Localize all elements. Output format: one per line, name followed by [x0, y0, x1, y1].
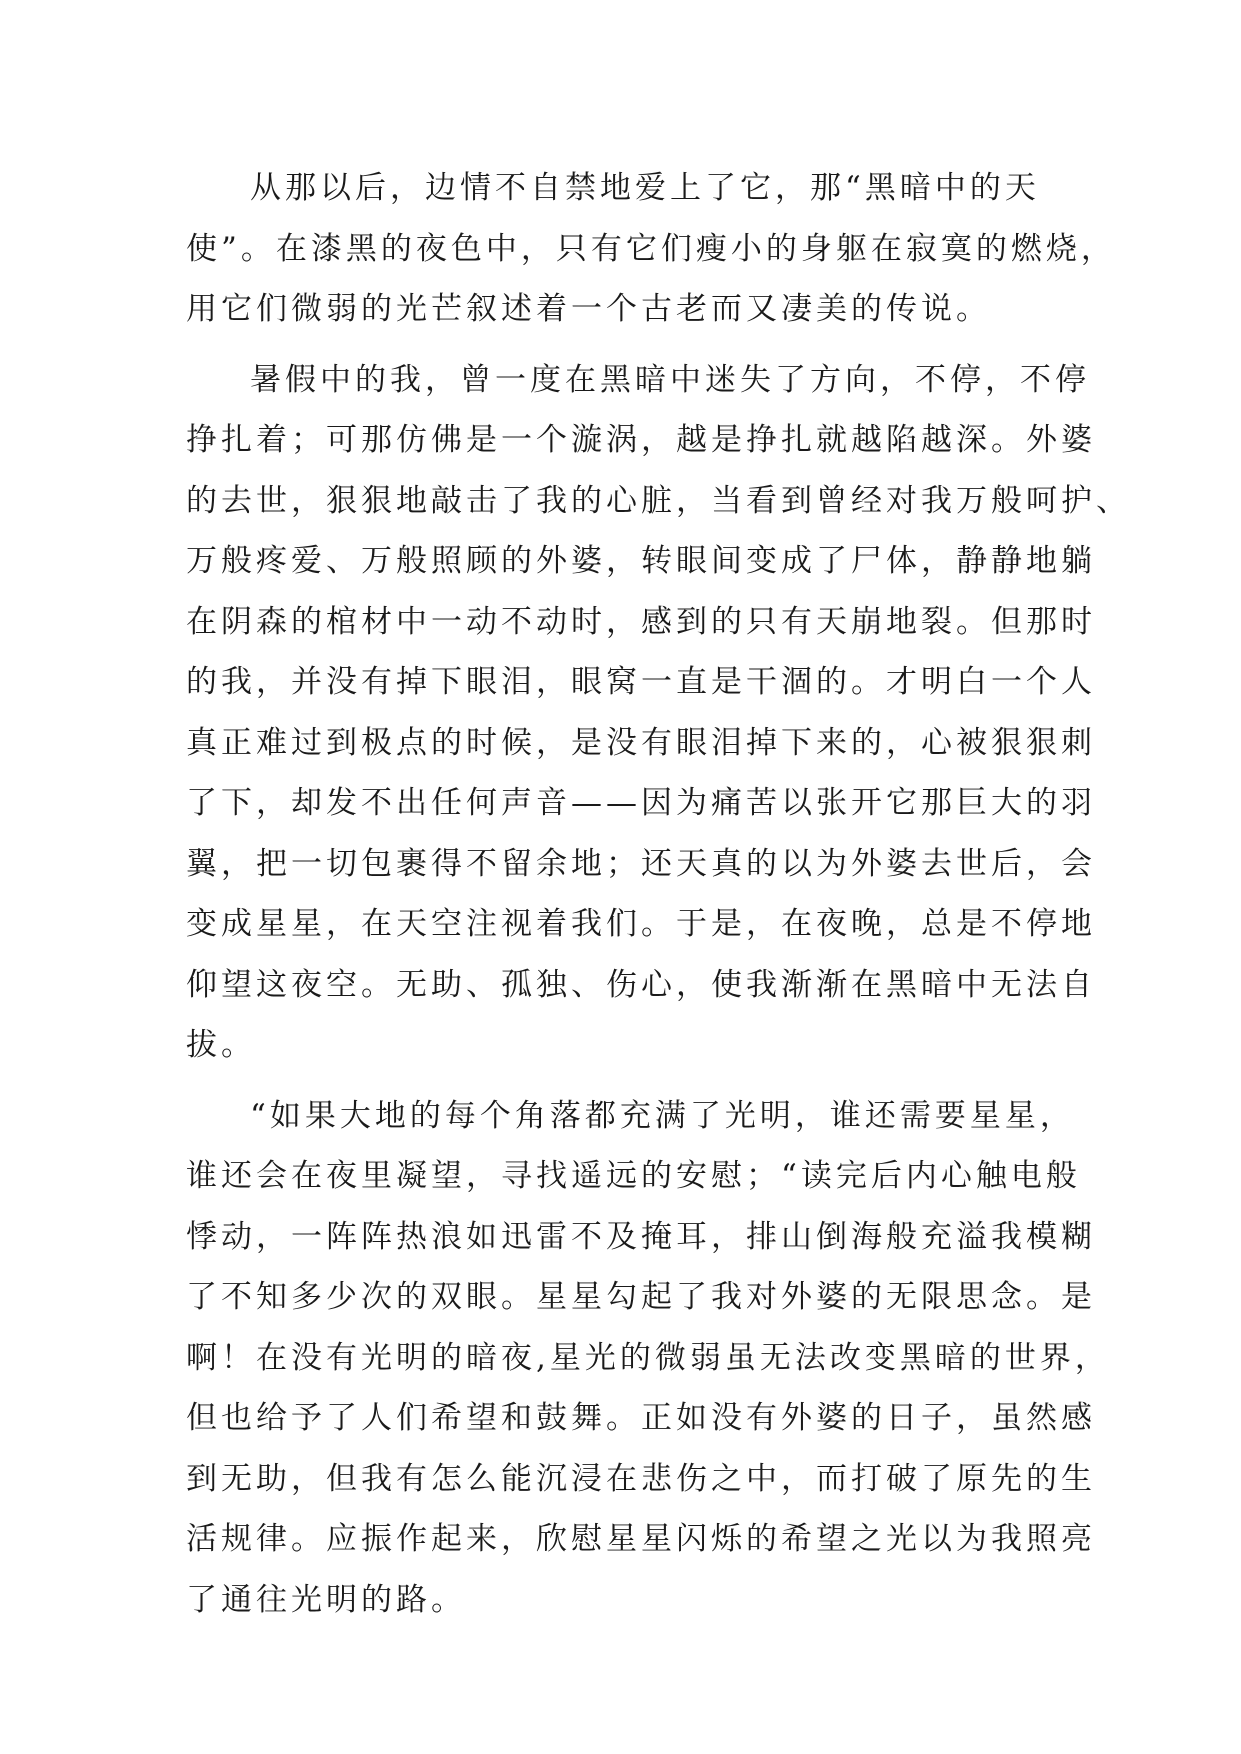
paragraph-line: 挣扎着；可那仿佛是一个漩涡，越是挣扎就越陷越深。外婆 — [186, 422, 1096, 458]
paragraph-line: 的我，并没有掉下眼泪，眼窝一直是干涸的。才明白一个人 — [186, 664, 1096, 700]
paragraph-line: 到无助，但我有怎么能沉浸在悲伤之中，而打破了原先的生 — [186, 1460, 1096, 1497]
paragraph-line: 用它们微弱的光芒叙述着一个古老而又凄美的传说。 — [186, 291, 991, 327]
paragraph-line: 变成星星，在天空注视着我们。于是，在夜晚，总是不停地 — [186, 906, 1096, 942]
paragraph-line: 在阴森的棺材中一动不动时，感到的只有天崩地裂。但那时 — [186, 603, 1096, 640]
paragraph-line: “如果大地的每个角落都充满了光明，谁还需要星星， — [250, 1097, 1075, 1134]
paragraph-line: 活规律。应振作起来，欣慰星星闪烁的希望之光以为我照亮 — [186, 1521, 1096, 1557]
paragraph-line: 仰望这夜空。无助、孤独、伤心，使我渐渐在黑暗中无法自 — [186, 966, 1096, 1003]
paragraph-1 — [186, 158, 1116, 340]
paragraph-line: 真正难过到极点的时候，是没有眼泪掉下来的，心被狠狠刺 — [186, 724, 1096, 761]
paragraph-line: 万般疼爱、万般照顾的外婆，转眼间变成了尸体，静静地躺 — [186, 543, 1096, 579]
paragraph-line: 拔。 — [186, 1027, 256, 1063]
paragraph-line: 谁还会在夜里凝望，寻找遥远的安慰；“读完后内心触电般 — [186, 1158, 1081, 1194]
paragraph-line: 暑假中的我，曾一度在黑暗中迷失了方向，不停，不停 — [250, 361, 1090, 398]
paragraph-line: 了下，却发不出任何声音——因为痛苦以张开它那巨大的羽 — [186, 785, 1096, 821]
paragraph-line: 悸动，一阵阵热浪如迅雷不及掩耳，排山倒海般充溢我模糊 — [186, 1218, 1096, 1255]
document-body — [186, 158, 1131, 1630]
paragraph-line: 啊！在没有光明的暗夜,星光的微弱虽无法改变黑暗的世界， — [186, 1339, 1110, 1376]
paragraph-line: 了不知多少次的双眼。星星勾起了我对外婆的无限思念。是 — [186, 1279, 1096, 1315]
paragraph-line: 翼，把一切包裹得不留余地；还天真的以为外婆去世后，会 — [186, 845, 1096, 882]
paragraph-line: 了通往光明的路。 — [186, 1581, 466, 1618]
paragraph-line: 的去世，狠狠地敲击了我的心脏，当看到曾经对我万般呵护、 — [186, 482, 1131, 519]
paragraph-line: 但也给予了人们希望和鼓舞。正如没有外婆的日子，虽然感 — [186, 1400, 1096, 1436]
paragraph-line: 从那以后，边情不自禁地爱上了它，那“黑暗中的天 — [250, 170, 1040, 206]
paragraph-3 — [186, 1086, 1110, 1631]
paragraph-line: 使”。在漆黑的夜色中，只有它们瘦小的身躯在寂寞的燃烧， — [186, 230, 1116, 267]
paragraph-2 — [186, 350, 1131, 1076]
